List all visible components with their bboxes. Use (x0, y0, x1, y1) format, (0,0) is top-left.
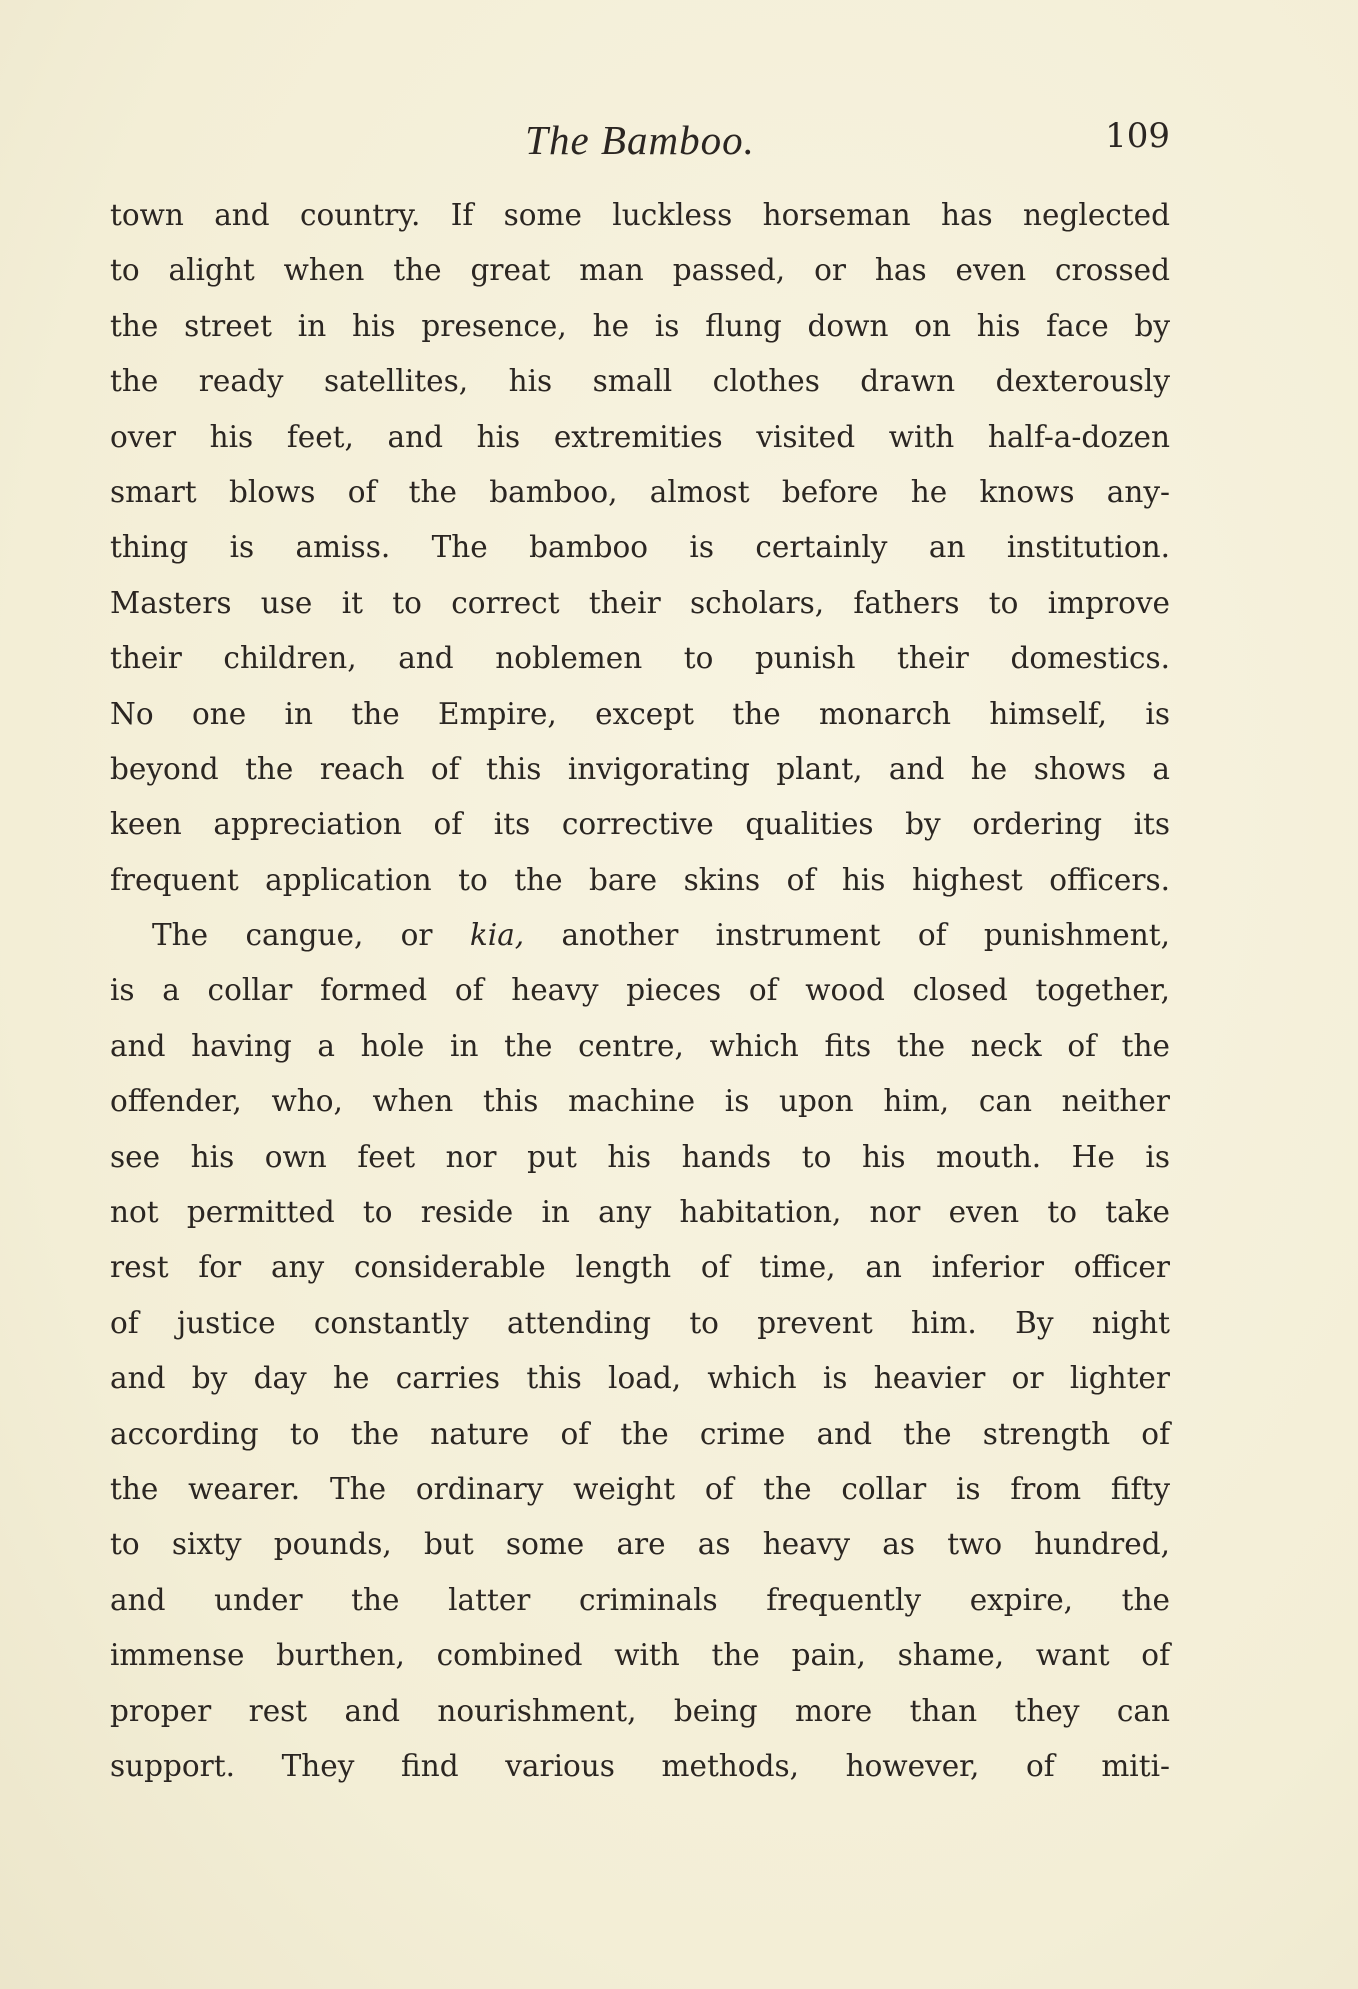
text-line: thing is amiss. The bamboo is certainly an institution. (110, 530, 1170, 565)
italic-term: kia, (469, 918, 525, 953)
running-head (110, 110, 1170, 180)
text-line: their children, and noblemen to punish their domestics. (110, 641, 1170, 676)
text-line: not permitted to reside in any habitation, nor even to take (110, 1195, 1170, 1230)
text-segment: another instrument of punishment, (524, 918, 1170, 953)
text-line: proper rest and nourishment, being more than they can (110, 1693, 1170, 1728)
text-line: according to the nature of the crime and the strength of (110, 1416, 1170, 1451)
running-title: The Bamboo. (525, 117, 755, 163)
text-line: beyond the reach of this invigorating plant, and he shows a (110, 751, 1170, 786)
text-line: the street in his presence, he is flung down on his face by (110, 308, 1170, 343)
text-line: frequent application to the bare skins of his highest officers. (110, 862, 1170, 897)
text-line: Masters use it to correct their scholars, fathers to improve (110, 585, 1170, 620)
text-line: smart blows of the bamboo, almost before he knows any- (110, 474, 1170, 509)
text-line: offender, who, when this machine is upon him, can neither (110, 1084, 1170, 1119)
text-line: over his feet, and his extremities visited with half-a-dozen (110, 419, 1170, 454)
text-line: and under the latter criminals frequently expire, the (110, 1582, 1170, 1617)
text-line: immense burthen, combined with the pain, shame, want of (110, 1638, 1170, 1673)
paragraph-start-line (110, 908, 1170, 963)
page-number: 109 (1105, 116, 1170, 156)
text-line: to sixty pounds, but some are as heavy as two hundred, (110, 1527, 1170, 1562)
text-line: and by day he carries this load, which is heavier or lighter (110, 1361, 1170, 1396)
text-line: No one in the Empire, except the monarch himself, is (110, 696, 1170, 731)
text-line: town and country. If some luckless horseman has neglected (110, 198, 1170, 232)
text-line: rest for any considerable length of time, an inferior officer (110, 1250, 1170, 1285)
text-line: is a collar formed of heavy pieces of wood closed together, (110, 973, 1170, 1008)
text-segment: The cangue, or (152, 918, 470, 953)
text-line: the wearer. The ordinary weight of the collar is from fifty (110, 1471, 1170, 1506)
text-line: keen appreciation of its corrective qualities by ordering its (110, 807, 1170, 842)
text-line: to alight when the great man passed, or has even crossed (110, 253, 1170, 288)
text-line: and having a hole in the centre, which fits the neck of the (110, 1028, 1170, 1063)
text-line: support. They find various methods, however, of miti- (110, 1748, 1170, 1783)
body-text (110, 188, 1170, 1794)
book-page (110, 110, 1170, 1794)
text-line: see his own feet nor put his hands to his mouth. He is (110, 1139, 1170, 1174)
text-line: of justice constantly attending to prevent him. By night (110, 1305, 1170, 1340)
text-line: the ready satellites, his small clothes drawn dexterously (110, 364, 1170, 399)
